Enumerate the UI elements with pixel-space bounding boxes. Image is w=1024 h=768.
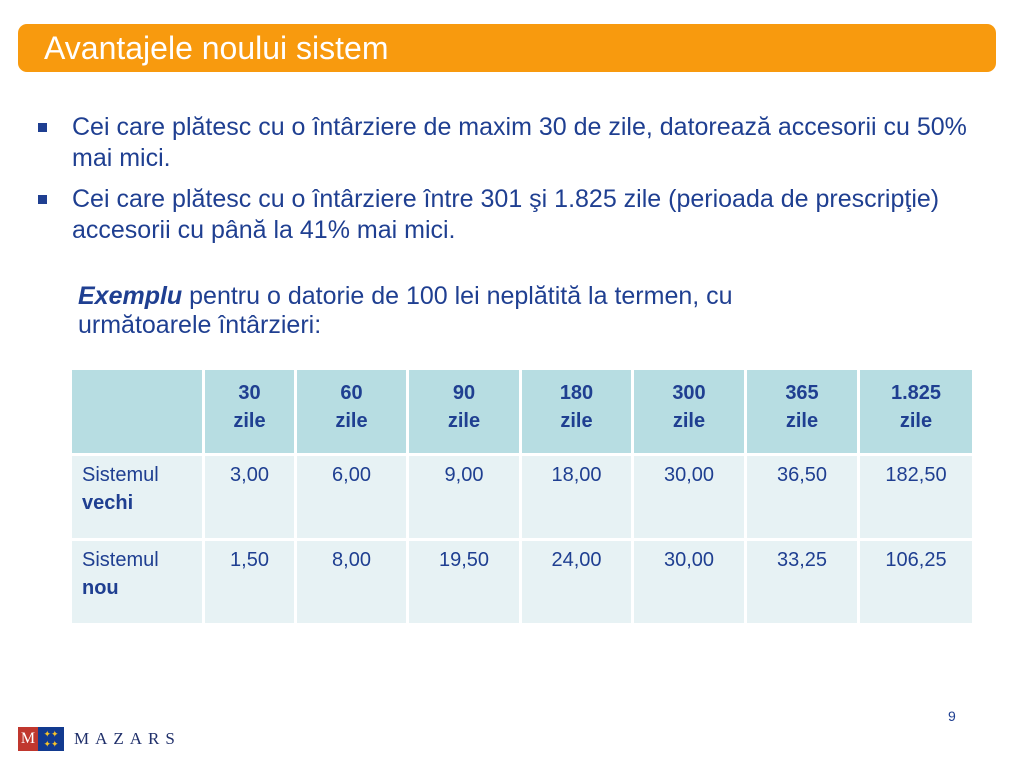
logo-mark-icon: M ✦✦ ✦✦	[18, 727, 64, 751]
bullet-list	[34, 112, 974, 256]
table-cell: 3,00	[204, 455, 296, 540]
header-cell: 30 zile	[204, 369, 296, 455]
row-label: Sistemul nou	[71, 540, 204, 625]
bullet-item	[34, 184, 974, 246]
table-cell: 6,00	[296, 455, 408, 540]
header-empty-cell	[71, 369, 204, 455]
table-cell: 30,00	[633, 540, 746, 625]
row-label: Sistemul vechi	[71, 455, 204, 540]
bullet-item	[34, 112, 974, 174]
table-cell: 30,00	[633, 455, 746, 540]
example-text: pentru o datorie de 100 lei neplătită la termen, cu următoarele întârzieri:	[78, 282, 733, 339]
header-cell: 180 zile	[521, 369, 633, 455]
title-bar	[18, 24, 996, 72]
table-cell: 8,00	[296, 540, 408, 625]
table-row-old-system	[71, 455, 974, 540]
table-cell: 19,50	[408, 540, 521, 625]
table-cell: 106,25	[859, 540, 974, 625]
table-cell: 33,25	[746, 540, 859, 625]
header-cell: 60 zile	[296, 369, 408, 455]
table-cell: 36,50	[746, 455, 859, 540]
table-cell: 1,50	[204, 540, 296, 625]
page-number: 9	[948, 708, 956, 724]
table-header-row	[71, 369, 974, 455]
table-row-new-system	[71, 540, 974, 625]
header-cell: 90 zile	[408, 369, 521, 455]
bullet-text: Cei care plătesc cu o întârziere de maxim 30 de zile, datorează accesorii cu 50% mai mici.	[72, 113, 967, 172]
table-cell: 18,00	[521, 455, 633, 540]
header-cell: 365 zile	[746, 369, 859, 455]
square-bullet-icon	[38, 195, 47, 204]
bullet-text: Cei care plătesc cu o întârziere între 301 şi 1.825 zile (perioada de prescripţie) accesorii cu până la 41% mai mici.	[72, 185, 940, 244]
header-cell: 1.825 zile	[859, 369, 974, 455]
square-bullet-icon	[38, 123, 47, 132]
logo-text: MAZARS	[74, 729, 181, 748]
example-paragraph	[78, 282, 858, 340]
header-cell: 300 zile	[633, 369, 746, 455]
comparison-table	[69, 367, 975, 626]
table-cell: 24,00	[521, 540, 633, 625]
example-label: Exemplu	[78, 282, 183, 310]
mazars-logo	[18, 727, 181, 751]
table-cell: 182,50	[859, 455, 974, 540]
slide-title: Avantajele noului sistem	[44, 30, 389, 66]
table-cell: 9,00	[408, 455, 521, 540]
